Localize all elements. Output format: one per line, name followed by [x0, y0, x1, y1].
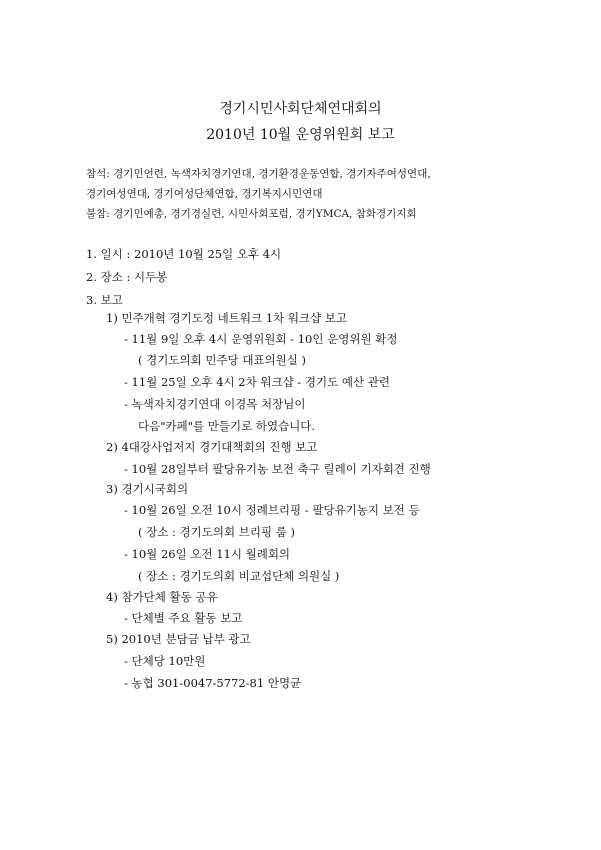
report-2: 2) 4대강사업저지 경기대책회의 진행 보고 [106, 440, 318, 454]
report-2-a: - 10월 28일부터 팔당유기농 보전 축구 릴레이 기자회견 진행 [124, 462, 431, 476]
report-1-a: - 11월 9일 오후 4시 운영위원회 - 10인 운영위원 확정 [124, 332, 398, 346]
report-3-a-location: ( 장소 : 경기도의회 브리핑 룸 ) [138, 525, 295, 539]
report-5-a: - 단체당 10만원 [124, 654, 206, 668]
report-1-b: - 11월 25일 오후 4시 2차 워크샵 - 경기도 예산 관련 [124, 375, 390, 389]
report-3-b-location: ( 장소 : 경기도의회 비교섭단체 의원실 ) [138, 569, 340, 583]
report-3: 3) 경기시국회의 [106, 482, 189, 496]
item-report: 3. 보고 [86, 293, 123, 307]
report-5: 5) 2010년 분담금 납부 광고 [106, 632, 251, 646]
report-3-a: - 10월 26일 오전 10시 정례브리핑 - 팔당유기농지 보전 등 [124, 503, 420, 517]
report-1-c: - 녹색자치경기연대 이경목 처장님이 [124, 397, 306, 411]
document-title: 경기시민사회단체연대회의 [219, 101, 382, 117]
report-1-a-location: ( 경기도의회 민주당 대표의원실 ) [138, 353, 307, 367]
report-5-b: - 농협 301-0047-5772-81 안명균 [124, 676, 302, 690]
attendees-line-1: 참석: 경기민언련, 녹색자치경기연대, 경기환경운동연합, 경기자주여성연대, [86, 168, 431, 180]
report-4-a: - 단체별 주요 활동 보고 [124, 611, 243, 625]
report-1: 1) 민주개혁 경기도정 네트워크 1차 워크샵 보고 [106, 311, 348, 325]
report-4: 4) 참가단체 활동 공유 [106, 590, 218, 604]
absentees-line: 불참: 경기민예총, 경기경실련, 시민사회포럼, 경기YMCA, 참화경기지회 [86, 208, 417, 220]
item-date: 1. 일시 : 2010년 10월 25일 오후 4시 [86, 247, 282, 261]
item-place: 2. 장소 : 시두봉 [86, 270, 168, 284]
report-3-b: - 10월 26일 오전 11시 월례회의 [124, 547, 291, 561]
document-subtitle: 2010년 10월 운영위원회 보고 [206, 127, 395, 143]
report-1-c-cont: 다음"카페"를 만들기로 하였습니다. [138, 419, 316, 433]
attendees-line-2: 경기여성연대, 경기여성단체연합, 경기복지시민연대 [86, 188, 323, 200]
